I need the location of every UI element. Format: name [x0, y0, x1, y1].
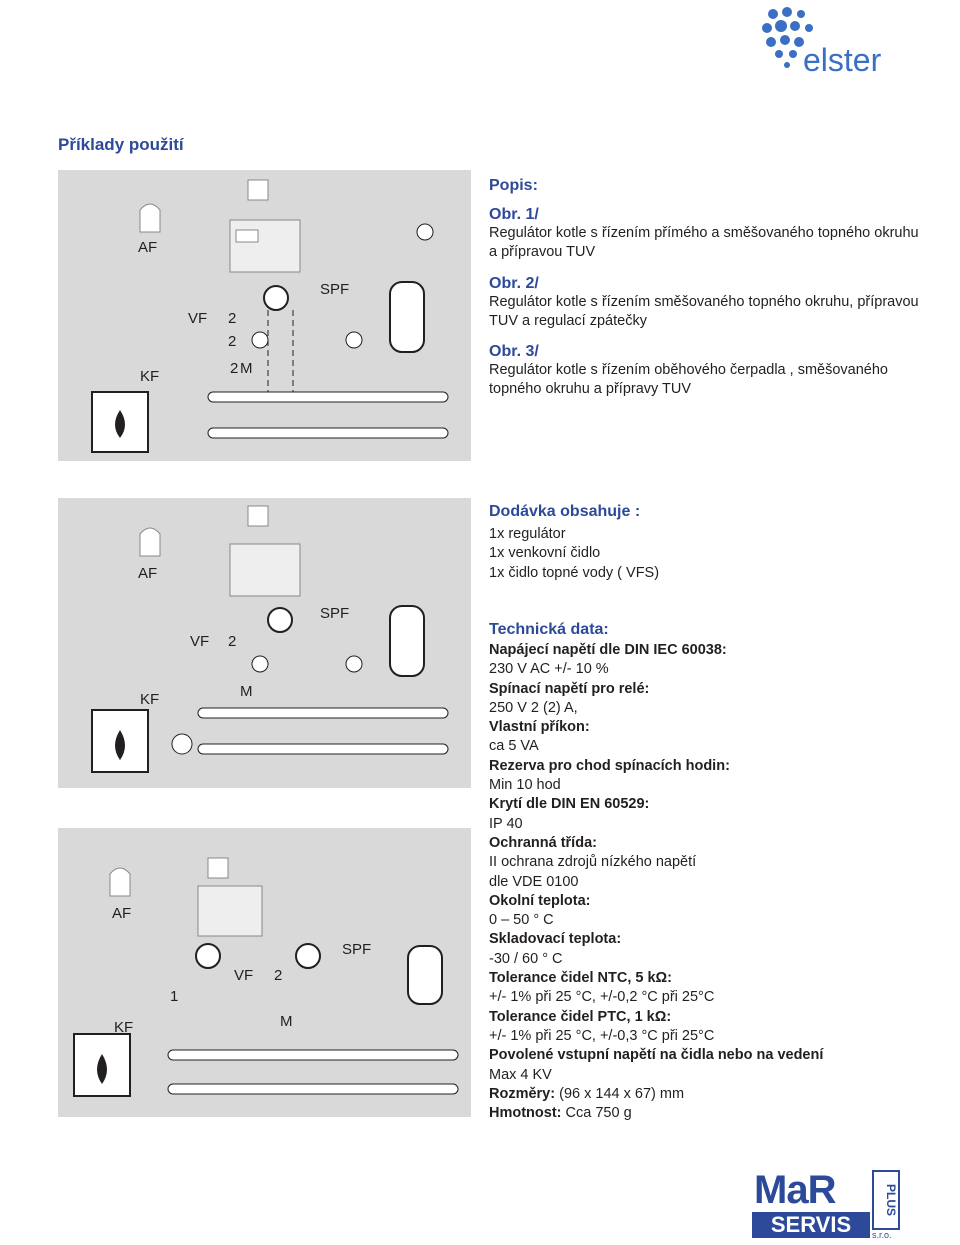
spf-label: SPF: [320, 281, 350, 298]
elster-logo-text: elster: [803, 42, 882, 78]
spec-value: 0 – 50 ° C: [489, 912, 554, 929]
description-item-title: Obr. 1/: [489, 206, 539, 223]
elster-logo: [743, 2, 903, 88]
spec-value: dle VDE 0100: [489, 873, 579, 890]
kf-label: KF: [140, 691, 160, 708]
delivery-item: 1x regulátor: [489, 526, 566, 542]
spec-value: ca 5 VA: [489, 738, 539, 755]
delivery-item: 1x čidlo topné vody ( VFS): [489, 564, 660, 581]
spf-label: SPF: [342, 941, 372, 958]
m-label: M: [280, 1013, 293, 1030]
description-item-text: Regulátor kotle s řízením směšovaného topného okruhu, přípravou TUV a regulací zpátečky: [489, 293, 919, 329]
spec-value: -30 / 60 ° C: [489, 950, 563, 967]
mar-logo-sro: s.r.o.: [872, 1230, 892, 1240]
description-item-title: Obr. 3/: [489, 343, 539, 361]
spec-label: Krytí dle DIN EN 60529:: [489, 796, 650, 813]
mar-logo-side: PLUS: [872, 1170, 900, 1230]
spec-label: Ochranná třída:: [489, 834, 597, 851]
description-item-text: Regulátor kotle s řízením přímého a směšovaného topného okruhu a přípravou TUV: [489, 225, 919, 261]
spec-value: IP 40: [489, 815, 523, 832]
diagram-1: [58, 170, 471, 461]
description-item-title: Obr. 2/: [489, 274, 539, 292]
page-title: Příklady použití: [58, 135, 184, 154]
n2-label-b: 2: [228, 333, 237, 350]
mar-logo-bottom: SERVIS: [752, 1212, 870, 1238]
spec-value: +/- 1% při 25 °C, +/-0,3 °C při 25°C: [489, 1027, 715, 1044]
spec-label: Skladovací teplota:: [489, 931, 622, 948]
spec-value: Min 10 hod: [489, 777, 561, 794]
spec-label: Okolní teplota:: [489, 892, 591, 909]
spec-value: 230 V AC +/- 10 %: [489, 661, 609, 678]
spec-value: +/- 1% při 25 °C, +/-0,2 °C při 25°C: [489, 989, 715, 1006]
spec-value: 250 V 2 (2) A,: [489, 699, 578, 716]
delivery-item: 1x venkovní čidlo: [489, 545, 601, 562]
spf-label: SPF: [320, 605, 350, 622]
n2-label: 2: [228, 633, 237, 650]
n2-label: 2: [274, 967, 283, 984]
description-item: [489, 343, 929, 400]
mar-servis-logo: [752, 1170, 898, 1242]
af-label: AF: [138, 239, 158, 256]
description-item-text: Regulátor kotle s řízením oběhového čerpadla , směšovaného topného okruhu a přípravy TUV: [489, 362, 888, 398]
kf-label: KF: [140, 368, 160, 385]
vf-label: VF: [188, 310, 208, 327]
description-heading: Popis:: [489, 177, 538, 194]
kf-label: KF: [114, 1019, 134, 1036]
n2-label-c: 2: [230, 360, 239, 377]
spec-label: Spínací napětí pro relé:: [489, 680, 650, 697]
af-label: AF: [112, 905, 132, 922]
description-item: [489, 275, 929, 332]
weight-value: Cca 750 g: [565, 1105, 632, 1122]
m-label: M: [240, 360, 253, 377]
m-label: M: [240, 683, 253, 700]
description-item: [489, 206, 929, 263]
spec-label: Napájecí napětí dle DIN IEC 60038:: [489, 642, 727, 658]
spec-value: II ochrana zdrojů nízkého napětí: [489, 854, 697, 871]
spec-label: Rezerva pro chod spínacích hodin:: [489, 757, 730, 774]
n2-label: 2: [228, 310, 237, 327]
diagram-2: [58, 498, 471, 788]
tech-heading: Technická data:: [489, 621, 609, 638]
delivery-heading: Dodávka obsahuje :: [489, 503, 641, 520]
n1-label: 1: [170, 988, 179, 1005]
spec-label: Povolené vstupní napětí na čidla nebo na vedení: [489, 1047, 824, 1064]
vf-label: VF: [234, 967, 254, 984]
description-section: [489, 177, 929, 400]
vf-label: VF: [190, 633, 210, 650]
spec-label: Tolerance čidel PTC, 1 kΩ:: [489, 1008, 672, 1025]
size-value: (96 x 144 x 67) mm: [559, 1085, 685, 1102]
spec-label: Vlastní příkon:: [489, 719, 590, 736]
weight-label: Hmotnost:: [489, 1105, 562, 1122]
size-label: Rozměry:: [489, 1085, 556, 1102]
tech-section: [489, 621, 939, 1123]
delivery-section: [489, 503, 929, 583]
spec-value: Max 4 KV: [489, 1066, 552, 1083]
af-label: AF: [138, 565, 158, 582]
diagram-3: [58, 828, 471, 1117]
mar-logo-top: MaR: [754, 1168, 836, 1212]
spec-label: Tolerance čidel NTC, 5 kΩ:: [489, 970, 672, 987]
